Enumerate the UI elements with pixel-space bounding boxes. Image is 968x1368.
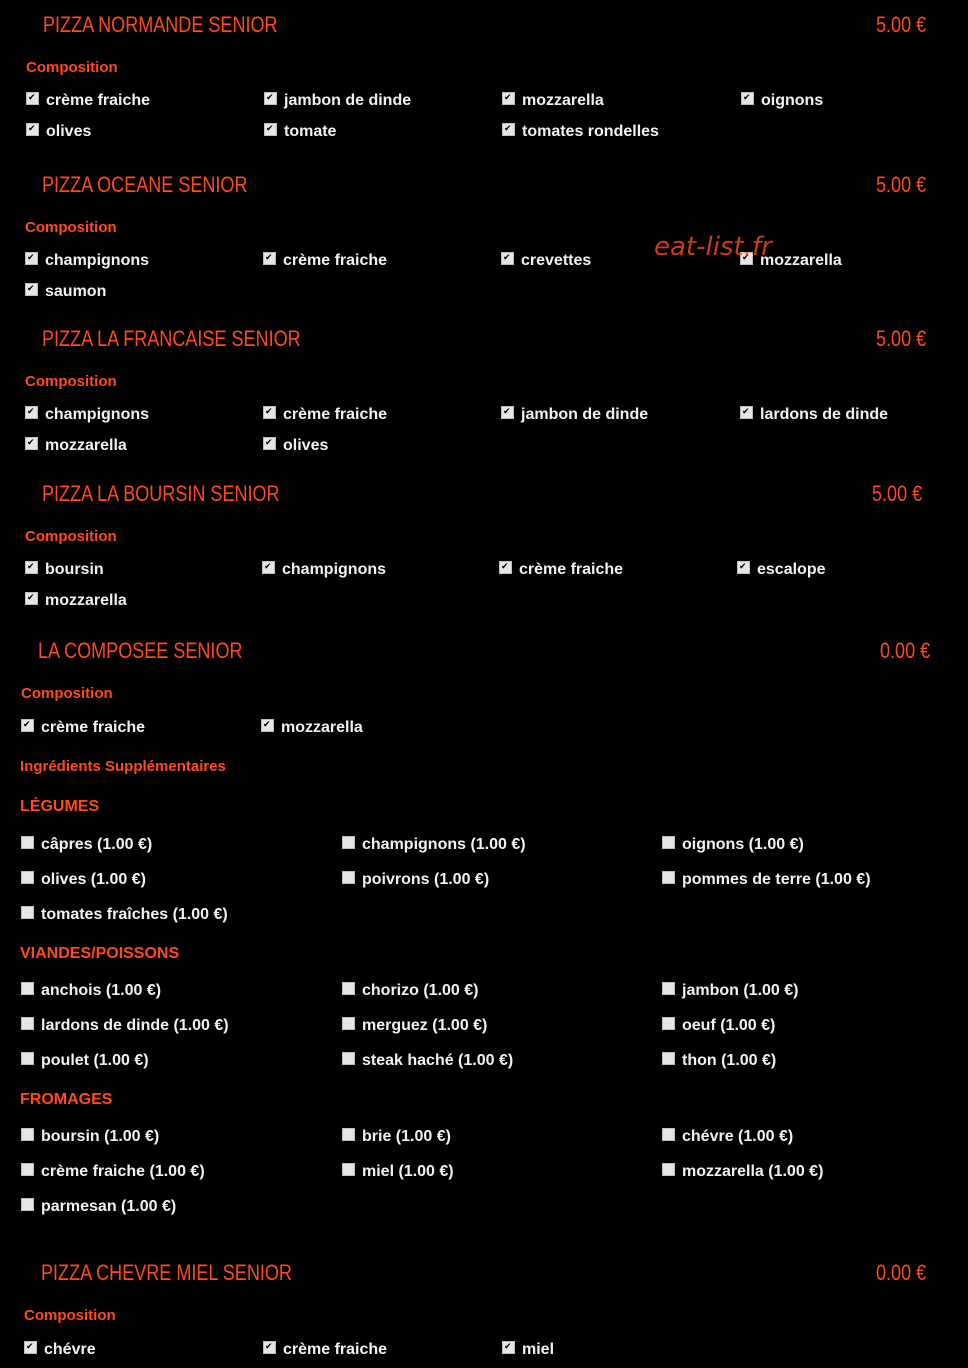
extra-label: oeuf (1.00 €) — [682, 1017, 776, 1034]
ingredient-checkbox[interactable] — [25, 252, 149, 270]
checkbox-checked-icon[interactable] — [263, 437, 276, 450]
ingredient-label: champignons — [45, 252, 150, 269]
extra-checkbox[interactable] — [21, 1163, 205, 1181]
checkbox-unchecked-icon[interactable] — [662, 1017, 675, 1030]
extra-label: oignons (1.00 €) — [682, 836, 804, 853]
checkbox-checked-icon[interactable] — [263, 252, 276, 265]
checkbox-unchecked-icon[interactable] — [21, 1017, 34, 1030]
checkbox-unchecked-icon[interactable] — [342, 871, 355, 884]
ingredient-label: jambon de dinde — [284, 92, 412, 109]
ingredient-checkbox[interactable] — [264, 123, 336, 141]
checkbox-checked-icon[interactable] — [25, 252, 38, 265]
extra-checkbox[interactable] — [21, 1017, 229, 1035]
extra-checkbox[interactable] — [662, 871, 871, 889]
ingredient-checkbox[interactable] — [502, 1341, 554, 1359]
checkbox-checked-icon[interactable] — [262, 561, 275, 574]
extra-label: crème fraiche (1.00 €) — [41, 1163, 205, 1180]
ingredient-label: escalope — [757, 561, 826, 578]
checkbox-checked-icon[interactable] — [24, 1341, 37, 1354]
checkbox-unchecked-icon[interactable] — [21, 1128, 34, 1141]
ingredient-checkbox[interactable] — [262, 561, 386, 579]
checkbox-checked-icon[interactable] — [261, 719, 274, 732]
ingredient-label: olives — [283, 437, 329, 454]
checkbox-unchecked-icon[interactable] — [662, 1163, 675, 1176]
ingredient-checkbox[interactable] — [25, 406, 149, 424]
ingredient-checkbox[interactable] — [502, 92, 604, 110]
checkbox-unchecked-icon[interactable] — [21, 1198, 34, 1211]
composition-label: Composition — [24, 1307, 116, 1324]
extra-label: tomates fraîches (1.00 €) — [41, 906, 228, 923]
checkbox-unchecked-icon[interactable] — [662, 871, 675, 884]
ingredient-checkbox[interactable] — [741, 92, 823, 110]
checkbox-unchecked-icon[interactable] — [21, 1052, 34, 1065]
extras-title: Ingrédients Supplémentaires — [20, 758, 226, 775]
checkbox-unchecked-icon[interactable] — [662, 982, 675, 995]
extra-label: chévre (1.00 €) — [682, 1128, 794, 1145]
extra-checkbox[interactable] — [21, 1052, 149, 1070]
checkbox-unchecked-icon[interactable] — [342, 1017, 355, 1030]
extra-label: poulet (1.00 €) — [41, 1052, 149, 1069]
ingredient-label: crème fraiche — [283, 1341, 388, 1358]
ingredient-label: champignons — [282, 561, 387, 578]
checkbox-checked-icon[interactable] — [21, 719, 34, 732]
pizza-price: 0.00 € — [875, 1260, 926, 1285]
composition-label: Composition — [25, 528, 117, 545]
checkbox-checked-icon[interactable] — [741, 92, 754, 105]
checkbox-unchecked-icon[interactable] — [21, 1163, 34, 1176]
extra-checkbox[interactable] — [662, 982, 798, 1000]
extra-checkbox[interactable] — [662, 1128, 793, 1146]
checkbox-checked-icon[interactable] — [501, 406, 514, 419]
checkbox-checked-icon[interactable] — [25, 561, 38, 574]
extra-label: jambon (1.00 €) — [682, 982, 799, 999]
ingredient-label: mozzarella — [522, 92, 604, 109]
pizza-price: 0.00 € — [879, 638, 930, 663]
checkbox-checked-icon[interactable] — [737, 561, 750, 574]
checkbox-checked-icon[interactable] — [25, 437, 38, 450]
checkbox-checked-icon[interactable] — [25, 406, 38, 419]
ingredient-checkbox[interactable] — [263, 252, 387, 270]
ingredient-label: crevettes — [521, 252, 592, 269]
checkbox-checked-icon[interactable] — [740, 406, 753, 419]
checkbox-unchecked-icon[interactable] — [21, 906, 34, 919]
extra-checkbox[interactable] — [662, 1163, 823, 1181]
ingredient-label: crème fraiche — [283, 406, 388, 423]
ingredient-label: tomate — [284, 123, 337, 140]
extra-label: chorizo (1.00 €) — [362, 982, 479, 999]
extra-checkbox[interactable] — [342, 1128, 451, 1146]
ingredient-checkbox[interactable] — [25, 437, 127, 455]
extras-group-title: FROMAGES — [20, 1091, 113, 1108]
ingredient-checkbox[interactable] — [502, 123, 659, 141]
extra-checkbox[interactable] — [21, 836, 152, 854]
checkbox-unchecked-icon[interactable] — [662, 1052, 675, 1065]
composition-label: Composition — [25, 219, 117, 236]
checkbox-unchecked-icon[interactable] — [21, 836, 34, 849]
extra-checkbox[interactable] — [662, 836, 804, 854]
extra-checkbox[interactable] — [342, 1017, 487, 1035]
ingredient-checkbox[interactable] — [261, 719, 363, 737]
ingredient-checkbox[interactable] — [263, 1341, 387, 1359]
pizza-title: PIZZA CHEVRE MIEL SENIOR — [41, 1260, 292, 1285]
extras-group-title: VIANDES/POISSONS — [20, 945, 180, 962]
ingredient-checkbox[interactable] — [25, 561, 104, 579]
extra-checkbox[interactable] — [342, 982, 478, 1000]
pizza-title: PIZZA LA BOURSIN SENIOR — [42, 481, 280, 506]
pizza-title: PIZZA LA FRANCAISE SENIOR — [42, 326, 301, 351]
ingredient-label: mozzarella — [45, 437, 127, 454]
extra-label: champignons (1.00 €) — [362, 836, 526, 853]
ingredient-checkbox[interactable] — [264, 92, 411, 110]
ingredient-label: mozzarella — [281, 719, 363, 736]
extra-label: miel (1.00 €) — [362, 1163, 454, 1180]
composition-label: Composition — [25, 373, 117, 390]
extra-checkbox[interactable] — [342, 1163, 454, 1181]
extra-checkbox[interactable] — [342, 836, 526, 854]
ingredient-checkbox[interactable] — [737, 561, 825, 579]
checkbox-checked-icon[interactable] — [502, 92, 515, 105]
checkbox-checked-icon[interactable] — [264, 92, 277, 105]
ingredient-label: lardons de dinde — [760, 406, 889, 423]
ingredient-checkbox[interactable] — [25, 283, 106, 301]
checkbox-checked-icon[interactable] — [26, 123, 39, 136]
extra-label: parmesan (1.00 €) — [41, 1198, 177, 1215]
checkbox-checked-icon[interactable] — [25, 592, 38, 605]
checkbox-checked-icon[interactable] — [264, 123, 277, 136]
extra-label: thon (1.00 €) — [682, 1052, 777, 1069]
ingredient-checkbox[interactable] — [501, 252, 591, 270]
ingredient-label: mozzarella — [760, 252, 842, 269]
extra-checkbox[interactable] — [342, 1052, 513, 1070]
ingredient-label: crème fraiche — [41, 719, 146, 736]
ingredient-checkbox[interactable] — [25, 592, 127, 610]
ingredient-label: oignons — [761, 92, 824, 109]
extra-label: boursin (1.00 €) — [41, 1128, 160, 1145]
checkbox-checked-icon[interactable] — [263, 1341, 276, 1354]
extra-label: brie (1.00 €) — [362, 1128, 451, 1145]
ingredient-checkbox[interactable] — [501, 406, 648, 424]
ingredient-label: olives — [46, 123, 92, 140]
extra-checkbox[interactable] — [21, 1198, 176, 1216]
checkbox-checked-icon[interactable] — [263, 406, 276, 419]
ingredient-label: crème fraiche — [283, 252, 388, 269]
composition-label: Composition — [26, 59, 118, 76]
extra-label: anchois (1.00 €) — [41, 982, 162, 999]
extra-label: olives (1.00 €) — [41, 871, 146, 888]
pizza-price: 5.00 € — [875, 326, 926, 351]
checkbox-unchecked-icon[interactable] — [342, 836, 355, 849]
checkbox-checked-icon[interactable] — [499, 561, 512, 574]
ingredient-label: champignons — [45, 406, 150, 423]
ingredient-label: tomates rondelles — [522, 123, 659, 140]
ingredient-checkbox[interactable] — [499, 561, 623, 579]
checkbox-checked-icon[interactable] — [502, 123, 515, 136]
checkbox-unchecked-icon[interactable] — [21, 871, 34, 884]
pizza-price: 5.00 € — [875, 172, 926, 197]
extra-checkbox[interactable] — [21, 1128, 159, 1146]
extra-checkbox[interactable] — [662, 1052, 776, 1070]
ingredient-checkbox[interactable] — [263, 437, 328, 455]
checkbox-unchecked-icon[interactable] — [342, 1052, 355, 1065]
ingredient-checkbox[interactable] — [24, 1341, 96, 1359]
checkbox-checked-icon[interactable] — [502, 1341, 515, 1354]
ingredient-checkbox[interactable] — [26, 92, 150, 110]
checkbox-checked-icon[interactable] — [26, 92, 39, 105]
extra-label: merguez (1.00 €) — [362, 1017, 488, 1034]
pizza-title: LA COMPOSEE SENIOR — [38, 638, 243, 663]
extra-label: mozzarella (1.00 €) — [682, 1163, 824, 1180]
pizza-price: 5.00 € — [875, 12, 926, 37]
checkbox-checked-icon[interactable] — [501, 252, 514, 265]
ingredient-label: miel — [522, 1341, 555, 1358]
extra-checkbox[interactable] — [21, 906, 228, 924]
extra-label: lardons de dinde (1.00 €) — [41, 1017, 229, 1034]
watermark: eat-list.fr — [654, 232, 772, 262]
ingredient-label: jambon de dinde — [521, 406, 649, 423]
composition-label: Composition — [21, 685, 113, 702]
ingredient-label: crème fraiche — [519, 561, 624, 578]
extra-checkbox[interactable] — [662, 1017, 775, 1035]
checkbox-unchecked-icon[interactable] — [342, 1128, 355, 1141]
extra-checkbox[interactable] — [21, 871, 146, 889]
checkbox-unchecked-icon[interactable] — [662, 1128, 675, 1141]
ingredient-checkbox[interactable] — [26, 123, 91, 141]
extra-checkbox[interactable] — [342, 871, 489, 889]
ingredient-label: mozzarella — [45, 592, 127, 609]
extra-label: pommes de terre (1.00 €) — [682, 871, 871, 888]
checkbox-unchecked-icon[interactable] — [21, 982, 34, 995]
ingredient-label: crème fraiche — [46, 92, 151, 109]
ingredient-label: chévre — [44, 1341, 96, 1358]
ingredient-checkbox[interactable] — [21, 719, 145, 737]
ingredient-checkbox[interactable] — [263, 406, 387, 424]
extra-label: steak haché (1.00 €) — [362, 1052, 514, 1069]
ingredient-checkbox[interactable] — [740, 406, 888, 424]
checkbox-unchecked-icon[interactable] — [342, 1163, 355, 1176]
checkbox-checked-icon[interactable] — [25, 283, 38, 296]
extra-label: câpres (1.00 €) — [41, 836, 153, 853]
extra-checkbox[interactable] — [21, 982, 161, 1000]
extras-group-title: LÉGUMES — [20, 798, 100, 815]
ingredient-label: boursin — [45, 561, 104, 578]
pizza-price: 5.00 € — [871, 481, 922, 506]
ingredient-label: saumon — [45, 283, 107, 300]
pizza-title: PIZZA OCEANE SENIOR — [42, 172, 248, 197]
checkbox-unchecked-icon[interactable] — [342, 982, 355, 995]
checkbox-unchecked-icon[interactable] — [662, 836, 675, 849]
pizza-title: PIZZA NORMANDE SENIOR — [43, 12, 278, 37]
extra-label: poivrons (1.00 €) — [362, 871, 490, 888]
